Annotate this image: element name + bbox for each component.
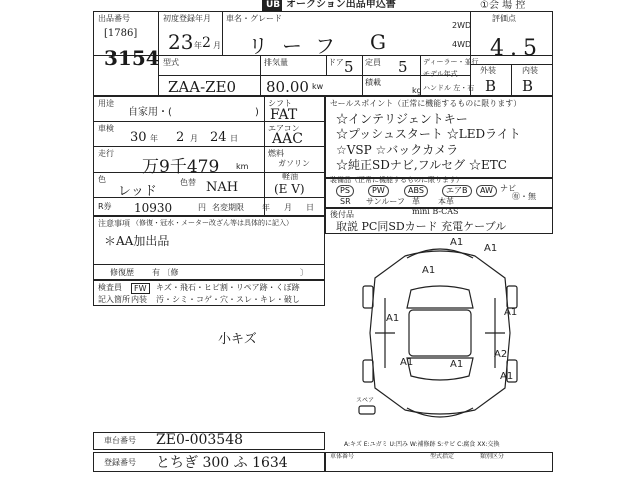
damage-mark-8: A2 bbox=[494, 349, 508, 360]
equip-abs: ABS bbox=[404, 185, 428, 197]
damage-mark-7: A1 bbox=[450, 359, 464, 370]
lot-number: 3154 bbox=[104, 46, 160, 70]
damage-mark-6: A1 bbox=[400, 357, 414, 368]
repair-label: 修復歴 bbox=[110, 268, 134, 277]
mileage-value: 万9千479 bbox=[142, 157, 220, 177]
car-name-label: 車名・グレード bbox=[226, 14, 282, 23]
recycle-value: 10930 bbox=[134, 201, 173, 215]
chassis-label: 車台番号 bbox=[104, 436, 136, 445]
inspector-row1: キズ・飛石・ヒビ割・リペア跡・くぼ跡 bbox=[156, 283, 300, 292]
notes-sub: （修復・冠水・メーター改ざん等は具体的に記入） bbox=[132, 219, 293, 227]
load-label: 積載 bbox=[365, 78, 381, 87]
model-year-label: モデル年式 bbox=[423, 70, 458, 78]
lot-no-label: 出品番号 bbox=[98, 14, 130, 23]
shift-value: FAT bbox=[270, 107, 298, 123]
dealer-label: ディーラー・並行 bbox=[423, 58, 479, 66]
selling-point-3: ☆VSP ☆バックカメラ bbox=[336, 143, 459, 157]
inspection-label: 車検 bbox=[98, 124, 114, 133]
damage-mark-1: A1 bbox=[450, 237, 464, 248]
equip-sunroof: サンルーフ bbox=[366, 197, 405, 206]
entry-label: 記入箇所 bbox=[98, 295, 130, 304]
recycle-label: R券 bbox=[98, 202, 112, 211]
accessories-label: 後付品 bbox=[330, 210, 354, 219]
first-reg-year: 23 bbox=[168, 30, 194, 54]
displacement-value: 80.00 bbox=[266, 78, 309, 96]
form-title: オークション出品申込書 bbox=[286, 0, 396, 10]
usage-value: 自家用・( bbox=[128, 107, 172, 118]
damage-mark-3: A1 bbox=[422, 265, 436, 276]
notes-label: 注意事項 bbox=[98, 219, 130, 228]
score-label: 評価点 bbox=[492, 14, 516, 23]
equip-airbag: エアB bbox=[442, 185, 472, 197]
fuel-value: (E V) bbox=[274, 182, 305, 196]
inspection-month: 2 bbox=[176, 130, 185, 145]
interior-label: 内装 bbox=[522, 66, 538, 75]
score-value: 4.5 bbox=[490, 36, 543, 61]
model-code: ZAA-ZE0 bbox=[168, 78, 237, 96]
equip-pw: PW bbox=[368, 185, 389, 197]
displacement-label: 排気量 bbox=[264, 58, 288, 67]
fuel-option-diesel: 軽油 bbox=[282, 172, 298, 181]
accessories-note: mini B-CAS bbox=[412, 207, 459, 216]
class-label: 類別区分 bbox=[480, 453, 505, 460]
model-label: 型式 bbox=[163, 58, 179, 67]
fuel-label: 燃料 bbox=[268, 149, 284, 158]
accessories-value: 取説 PC同SDカード 充電ケーブル bbox=[336, 220, 507, 233]
damage-mark-2: A1 bbox=[484, 243, 498, 254]
usage-label: 用途 bbox=[98, 99, 114, 108]
doors-value: 5 bbox=[344, 58, 354, 76]
inspector-fw: FW bbox=[131, 283, 150, 294]
drive-option-2wd: 2WD bbox=[452, 21, 472, 30]
notes-value: ＊AA加出品 bbox=[104, 234, 170, 248]
first-reg-month: 2 bbox=[202, 35, 211, 51]
inspection-year: 30 bbox=[130, 130, 147, 145]
interior-grade: B bbox=[522, 77, 534, 95]
mileage-label: 走行 bbox=[98, 149, 114, 158]
remark-text: 小キズ bbox=[218, 332, 257, 347]
nav-value: ㊒・無 bbox=[512, 192, 536, 201]
color-label: 色 bbox=[98, 175, 106, 184]
damage-mark-9: A1 bbox=[500, 371, 514, 382]
drive-option-4wd: 4WD bbox=[452, 40, 472, 49]
ac-value: AAC bbox=[272, 131, 303, 147]
type-designation-label: 型式指定 bbox=[430, 453, 455, 460]
damage-legend: A:キズ E:ユガミ U:凹み W:補修跡 S:サビ C:腐食 XX:交換 bbox=[344, 441, 500, 448]
logo-badge: UB bbox=[262, 0, 282, 12]
selling-point-1: ☆インテリジェントキー bbox=[336, 112, 468, 126]
repair-value: 有 〔修 bbox=[152, 268, 179, 277]
exterior-grade: B bbox=[485, 77, 497, 95]
capacity-value: 5 bbox=[398, 58, 408, 76]
nav-label: ナビ bbox=[500, 184, 516, 193]
body-no-label: 車体番号 bbox=[330, 453, 355, 460]
equip-aw: AW bbox=[476, 185, 497, 197]
car-grade: G bbox=[370, 30, 386, 54]
plate-value: とちぎ 300 ふ 1634 bbox=[156, 455, 288, 471]
ac-label: エアコン bbox=[268, 124, 300, 133]
handle-label: ハンドル 左・右 bbox=[423, 84, 475, 92]
color-value: レッド bbox=[118, 184, 157, 199]
equip-ps: PS bbox=[336, 185, 354, 197]
doors-label: ドア bbox=[328, 58, 344, 67]
exterior-label: 外装 bbox=[480, 66, 496, 75]
inspector-label: 検査員 bbox=[98, 283, 122, 292]
inspection-day: 24 bbox=[210, 130, 227, 145]
selling-point-2: ☆プッシュスタート ☆LEDライト bbox=[336, 127, 521, 141]
selling-point-4: ☆純正SDナビ,フルセグ ☆ETC bbox=[336, 158, 507, 172]
spare-label: スペア bbox=[356, 397, 375, 404]
shift-label: シフト bbox=[268, 99, 292, 108]
selling-points-label: セールスポイント（正常に機能するものに限ります） bbox=[330, 99, 522, 108]
inspector-interior: 内装 bbox=[131, 295, 147, 304]
equip-sr: SR bbox=[340, 197, 351, 206]
first-reg-label: 初度登録年月 bbox=[163, 14, 211, 23]
equip-leather: 革 bbox=[412, 197, 420, 206]
color-code-label: 色替 bbox=[180, 178, 196, 187]
venue-copy-label: ①会 場 控 bbox=[480, 0, 526, 11]
color-code: NAH bbox=[206, 180, 239, 195]
damage-mark-5: A1 bbox=[504, 307, 518, 318]
car-name: リーフ bbox=[248, 34, 349, 58]
name-change-label: 名変期限 bbox=[212, 203, 244, 212]
capacity-label: 定員 bbox=[365, 58, 381, 67]
lot-ref-no: [1786] bbox=[104, 28, 138, 39]
equipment-label: 装備品（正常に機能するものに限ります） bbox=[330, 176, 463, 184]
chassis-value: ZE0-003548 bbox=[156, 432, 244, 448]
inspector-row2: 汚・シミ・コゲ・穴・スレ・キレ・破し bbox=[156, 295, 300, 304]
fuel-option-gasoline: ガソリン bbox=[278, 159, 310, 168]
damage-mark-4: A1 bbox=[386, 313, 400, 324]
equip-real-leather: 本革 bbox=[438, 197, 454, 206]
plate-label: 登録番号 bbox=[104, 458, 136, 467]
